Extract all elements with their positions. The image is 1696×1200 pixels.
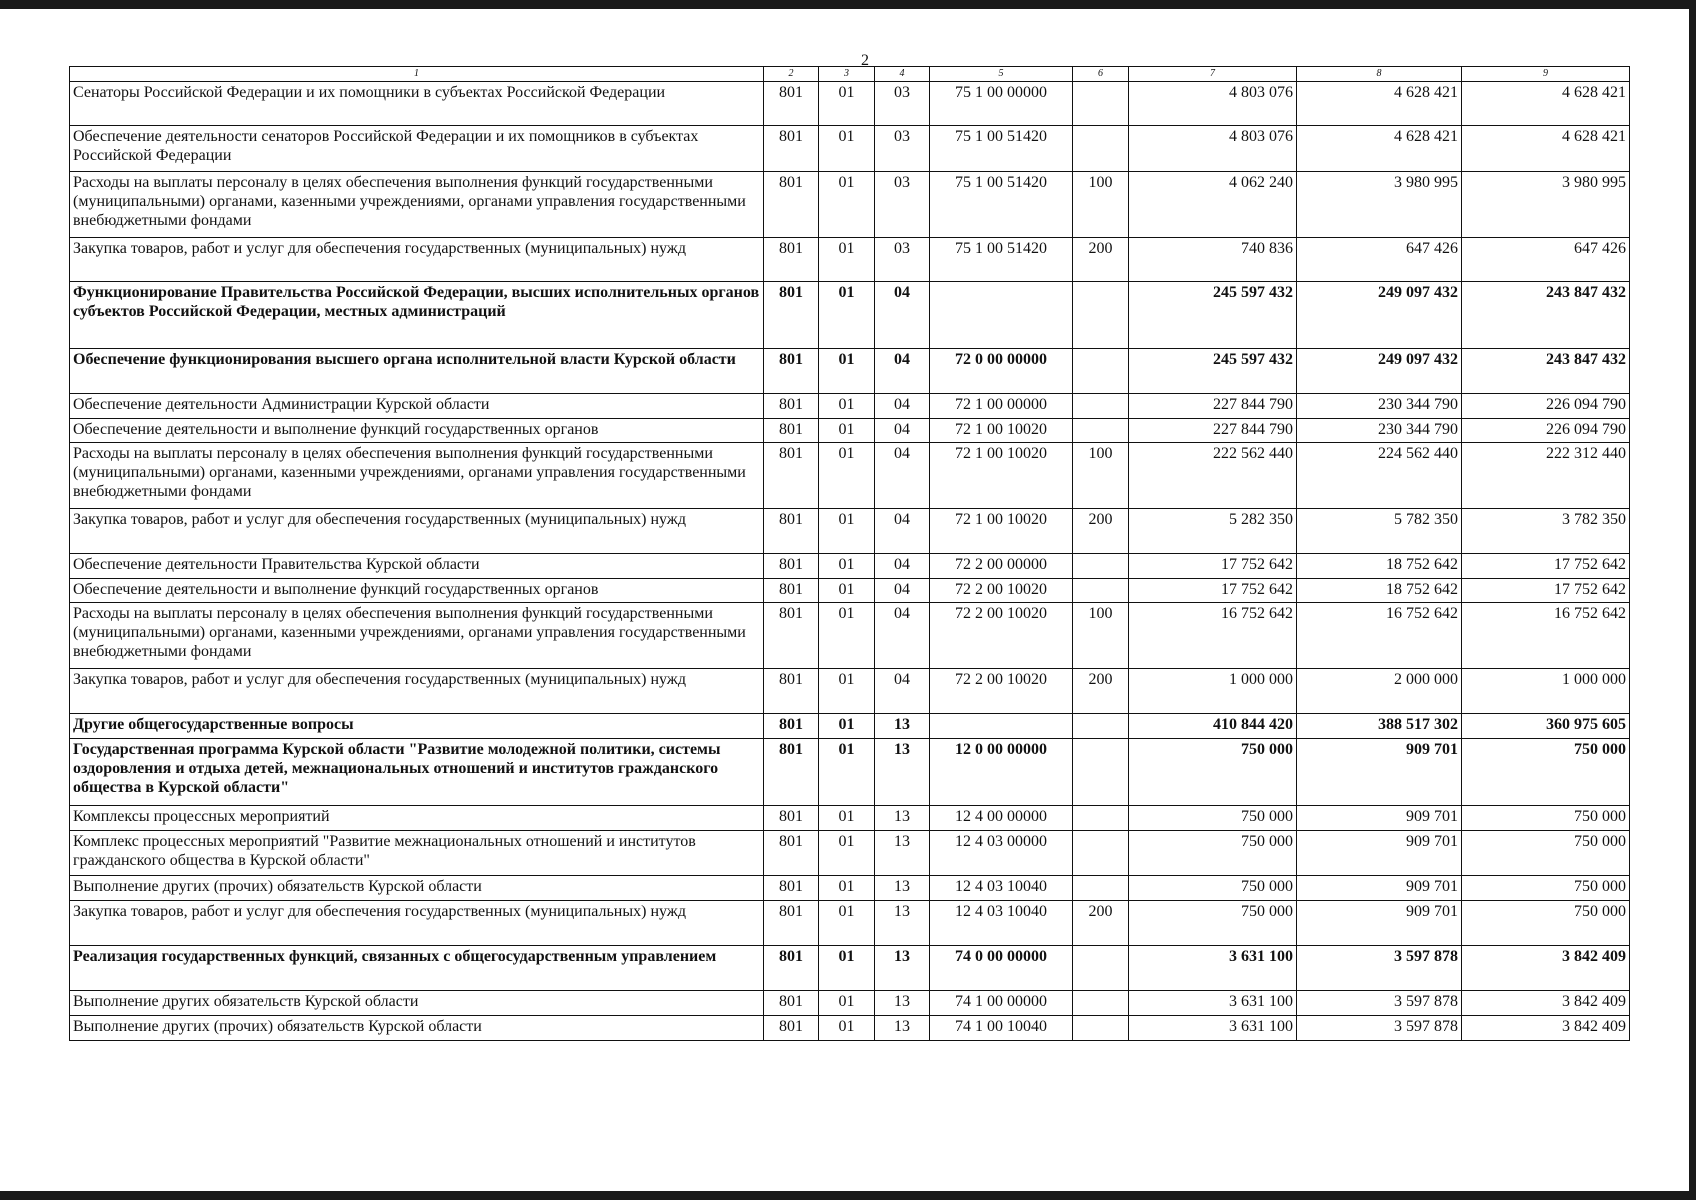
amount-year-1: 5 282 350 [1129, 509, 1297, 554]
amount-year-1: 227 844 790 [1129, 394, 1297, 419]
amount-year-3: 4 628 421 [1462, 82, 1630, 126]
table-row [70, 876, 1630, 901]
row-name: Выполнение других (прочих) обязательств Курской области [70, 1016, 764, 1041]
row-name: Закупка товаров, работ и услуг для обеспечения государственных (муниципальных) нужд [70, 901, 764, 946]
expense-type-code: 200 [1073, 901, 1129, 946]
expense-type-code [1073, 82, 1129, 126]
amount-year-1: 750 000 [1129, 806, 1297, 831]
expense-type-code: 200 [1073, 509, 1129, 554]
amount-year-1: 17 752 642 [1129, 579, 1297, 603]
amount-year-3: 647 426 [1462, 238, 1630, 282]
subsection-code: 03 [875, 238, 930, 282]
target-article-code: 72 2 00 00000 [930, 554, 1073, 579]
subsection-code: 04 [875, 669, 930, 714]
row-name: Функционирование Правительства Российской Федерации, высших исполнительных органов субъектов Российской Федерации, местных администраций [70, 282, 764, 349]
ministry-code: 801 [764, 419, 819, 443]
table-row [70, 554, 1630, 579]
amount-year-2: 16 752 642 [1297, 603, 1462, 669]
column-number: 6 [1073, 67, 1129, 82]
row-name: Реализация государственных функций, связанных с общегосударственным управлением [70, 946, 764, 991]
amount-year-2: 224 562 440 [1297, 443, 1462, 509]
row-name: Обеспечение деятельности Администрации Курской области [70, 394, 764, 419]
table-row [70, 126, 1630, 172]
subsection-code: 13 [875, 1016, 930, 1041]
expense-type-code: 100 [1073, 603, 1129, 669]
table-row [70, 739, 1630, 806]
table-row [70, 669, 1630, 714]
column-number: 5 [930, 67, 1073, 82]
subsection-code: 04 [875, 419, 930, 443]
ministry-code: 801 [764, 349, 819, 394]
target-article-code: 12 0 00 00000 [930, 739, 1073, 806]
amount-year-2: 909 701 [1297, 831, 1462, 876]
target-article-code: 72 2 00 10020 [930, 603, 1073, 669]
target-article-code: 74 1 00 10040 [930, 1016, 1073, 1041]
amount-year-3: 3 842 409 [1462, 1016, 1630, 1041]
amount-year-3: 3 782 350 [1462, 509, 1630, 554]
expense-type-code [1073, 579, 1129, 603]
section-code: 01 [819, 901, 875, 946]
target-article-code [930, 282, 1073, 349]
amount-year-1: 4 062 240 [1129, 172, 1297, 238]
column-number: 9 [1462, 67, 1630, 82]
amount-year-1: 750 000 [1129, 901, 1297, 946]
amount-year-3: 222 312 440 [1462, 443, 1630, 509]
amount-year-2: 909 701 [1297, 876, 1462, 901]
amount-year-2: 18 752 642 [1297, 554, 1462, 579]
target-article-code: 75 1 00 00000 [930, 82, 1073, 126]
section-code: 01 [819, 831, 875, 876]
subsection-code: 13 [875, 991, 930, 1016]
ministry-code: 801 [764, 509, 819, 554]
amount-year-2: 3 597 878 [1297, 1016, 1462, 1041]
column-number: 8 [1297, 67, 1462, 82]
section-code: 01 [819, 946, 875, 991]
target-article-code: 75 1 00 51420 [930, 126, 1073, 172]
table-row [70, 901, 1630, 946]
subsection-code: 04 [875, 554, 930, 579]
ministry-code: 801 [764, 126, 819, 172]
subsection-code: 04 [875, 349, 930, 394]
table-row [70, 82, 1630, 126]
amount-year-3: 243 847 432 [1462, 349, 1630, 394]
subsection-code: 04 [875, 443, 930, 509]
amount-year-1: 3 631 100 [1129, 991, 1297, 1016]
table-row [70, 509, 1630, 554]
table-row [70, 394, 1630, 419]
row-name: Комплексы процессных мероприятий [70, 806, 764, 831]
amount-year-2: 909 701 [1297, 739, 1462, 806]
amount-year-2: 18 752 642 [1297, 579, 1462, 603]
ministry-code: 801 [764, 443, 819, 509]
amount-year-3: 3 980 995 [1462, 172, 1630, 238]
section-code: 01 [819, 394, 875, 419]
section-code: 01 [819, 806, 875, 831]
expense-type-code: 200 [1073, 238, 1129, 282]
subsection-code: 13 [875, 946, 930, 991]
amount-year-2: 4 628 421 [1297, 126, 1462, 172]
target-article-code: 72 0 00 00000 [930, 349, 1073, 394]
amount-year-3: 360 975 605 [1462, 714, 1630, 739]
ministry-code: 801 [764, 739, 819, 806]
ministry-code: 801 [764, 172, 819, 238]
section-code: 01 [819, 82, 875, 126]
column-number-row [70, 67, 1630, 82]
amount-year-1: 740 836 [1129, 238, 1297, 282]
row-name: Закупка товаров, работ и услуг для обеспечения государственных (муниципальных) нужд [70, 238, 764, 282]
amount-year-3: 3 842 409 [1462, 991, 1630, 1016]
target-article-code [930, 714, 1073, 739]
section-code: 01 [819, 554, 875, 579]
amount-year-2: 3 597 878 [1297, 946, 1462, 991]
expense-type-code [1073, 876, 1129, 901]
section-code: 01 [819, 126, 875, 172]
amount-year-2: 230 344 790 [1297, 419, 1462, 443]
subsection-code: 13 [875, 739, 930, 806]
amount-year-2: 249 097 432 [1297, 349, 1462, 394]
target-article-code: 72 1 00 10020 [930, 443, 1073, 509]
amount-year-3: 750 000 [1462, 831, 1630, 876]
table-row [70, 579, 1630, 603]
target-article-code: 12 4 00 00000 [930, 806, 1073, 831]
section-code: 01 [819, 282, 875, 349]
section-code: 01 [819, 419, 875, 443]
table-row [70, 282, 1630, 349]
amount-year-1: 17 752 642 [1129, 554, 1297, 579]
ministry-code: 801 [764, 831, 819, 876]
row-name: Расходы на выплаты персоналу в целях обеспечения выполнения функций государственными (муниципальными) органами, казенными учреждениями, органами управления государственными внебюджетными фондами [70, 603, 764, 669]
amount-year-2: 249 097 432 [1297, 282, 1462, 349]
subsection-code: 04 [875, 603, 930, 669]
row-name: Сенаторы Российской Федерации и их помощники в субъектах Российской Федерации [70, 82, 764, 126]
target-article-code: 75 1 00 51420 [930, 238, 1073, 282]
table-row [70, 443, 1630, 509]
ministry-code: 801 [764, 806, 819, 831]
amount-year-1: 227 844 790 [1129, 419, 1297, 443]
amount-year-1: 245 597 432 [1129, 282, 1297, 349]
ministry-code: 801 [764, 991, 819, 1016]
target-article-code: 12 4 03 10040 [930, 901, 1073, 946]
row-name: Обеспечение деятельности и выполнение функций государственных органов [70, 419, 764, 443]
subsection-code: 13 [875, 901, 930, 946]
subsection-code: 03 [875, 126, 930, 172]
amount-year-2: 909 701 [1297, 901, 1462, 946]
ministry-code: 801 [764, 1016, 819, 1041]
section-code: 01 [819, 876, 875, 901]
amount-year-3: 243 847 432 [1462, 282, 1630, 349]
target-article-code: 74 0 00 00000 [930, 946, 1073, 991]
section-code: 01 [819, 714, 875, 739]
expense-type-code [1073, 554, 1129, 579]
amount-year-2: 230 344 790 [1297, 394, 1462, 419]
table-row [70, 831, 1630, 876]
target-article-code: 72 1 00 00000 [930, 394, 1073, 419]
target-article-code: 72 1 00 10020 [930, 509, 1073, 554]
amount-year-2: 647 426 [1297, 238, 1462, 282]
column-number: 1 [70, 67, 764, 82]
column-number: 7 [1129, 67, 1297, 82]
amount-year-3: 3 842 409 [1462, 946, 1630, 991]
row-name: Расходы на выплаты персоналу в целях обеспечения выполнения функций государственными (муниципальными) органами, казенными учреждениями, органами управления государственными внебюджетными фондами [70, 443, 764, 509]
target-article-code: 12 4 03 10040 [930, 876, 1073, 901]
column-number: 4 [875, 67, 930, 82]
expense-type-code [1073, 282, 1129, 349]
amount-year-3: 750 000 [1462, 901, 1630, 946]
table-row [70, 1016, 1630, 1041]
expense-type-code [1073, 1016, 1129, 1041]
amount-year-2: 909 701 [1297, 806, 1462, 831]
expense-type-code [1073, 806, 1129, 831]
section-code: 01 [819, 739, 875, 806]
row-name: Обеспечение функционирования высшего органа исполнительной власти Курской области [70, 349, 764, 394]
page-number: 2 [861, 52, 869, 69]
row-name: Выполнение других обязательств Курской области [70, 991, 764, 1016]
table-row [70, 349, 1630, 394]
subsection-code: 03 [875, 82, 930, 126]
table-row [70, 419, 1630, 443]
subsection-code: 13 [875, 876, 930, 901]
ministry-code: 801 [764, 603, 819, 669]
section-code: 01 [819, 509, 875, 554]
amount-year-3: 226 094 790 [1462, 394, 1630, 419]
table-row [70, 603, 1630, 669]
amount-year-3: 750 000 [1462, 739, 1630, 806]
amount-year-1: 4 803 076 [1129, 82, 1297, 126]
section-code: 01 [819, 603, 875, 669]
scan-border-bottom [0, 1191, 1696, 1200]
amount-year-1: 3 631 100 [1129, 1016, 1297, 1041]
section-code: 01 [819, 349, 875, 394]
amount-year-3: 17 752 642 [1462, 579, 1630, 603]
section-code: 01 [819, 443, 875, 509]
ministry-code: 801 [764, 554, 819, 579]
target-article-code: 74 1 00 00000 [930, 991, 1073, 1016]
amount-year-1: 750 000 [1129, 876, 1297, 901]
row-name: Другие общегосударственные вопросы [70, 714, 764, 739]
subsection-code: 13 [875, 806, 930, 831]
amount-year-3: 1 000 000 [1462, 669, 1630, 714]
column-number: 2 [764, 67, 819, 82]
ministry-code: 801 [764, 394, 819, 419]
amount-year-1: 410 844 420 [1129, 714, 1297, 739]
row-name: Обеспечение деятельности и выполнение функций государственных органов [70, 579, 764, 603]
amount-year-2: 388 517 302 [1297, 714, 1462, 739]
expense-type-code [1073, 394, 1129, 419]
scan-border-right [1689, 0, 1696, 1200]
budget-table [69, 66, 1630, 1041]
amount-year-1: 245 597 432 [1129, 349, 1297, 394]
subsection-code: 03 [875, 172, 930, 238]
expense-type-code [1073, 714, 1129, 739]
expense-type-code: 100 [1073, 443, 1129, 509]
amount-year-1: 3 631 100 [1129, 946, 1297, 991]
expense-type-code: 100 [1073, 172, 1129, 238]
amount-year-3: 16 752 642 [1462, 603, 1630, 669]
ministry-code: 801 [764, 901, 819, 946]
expense-type-code [1073, 739, 1129, 806]
amount-year-2: 4 628 421 [1297, 82, 1462, 126]
target-article-code: 72 2 00 10020 [930, 669, 1073, 714]
amount-year-1: 750 000 [1129, 739, 1297, 806]
amount-year-3: 750 000 [1462, 806, 1630, 831]
expense-type-code [1073, 946, 1129, 991]
scan-border-top [0, 0, 1696, 9]
table-row [70, 991, 1630, 1016]
ministry-code: 801 [764, 282, 819, 349]
table-row [70, 238, 1630, 282]
expense-type-code [1073, 419, 1129, 443]
ministry-code: 801 [764, 82, 819, 126]
amount-year-3: 750 000 [1462, 876, 1630, 901]
amount-year-2: 5 782 350 [1297, 509, 1462, 554]
row-name: Государственная программа Курской области "Развитие молодежной политики, системы оздоровления и отдыха детей, межнациональных отношений и институтов гражданского общества в Курской области" [70, 739, 764, 806]
subsection-code: 04 [875, 394, 930, 419]
row-name: Закупка товаров, работ и услуг для обеспечения государственных (муниципальных) нужд [70, 509, 764, 554]
column-number: 3 [819, 67, 875, 82]
target-article-code: 12 4 03 00000 [930, 831, 1073, 876]
expense-type-code [1073, 349, 1129, 394]
ministry-code: 801 [764, 946, 819, 991]
section-code: 01 [819, 238, 875, 282]
target-article-code: 72 2 00 10020 [930, 579, 1073, 603]
table-row [70, 946, 1630, 991]
subsection-code: 04 [875, 282, 930, 349]
row-name: Обеспечение деятельности сенаторов Российской Федерации и их помощников в субъектах Российской Федерации [70, 126, 764, 172]
table-row [70, 714, 1630, 739]
ministry-code: 801 [764, 579, 819, 603]
ministry-code: 801 [764, 238, 819, 282]
amount-year-1: 16 752 642 [1129, 603, 1297, 669]
ministry-code: 801 [764, 714, 819, 739]
amount-year-2: 3 597 878 [1297, 991, 1462, 1016]
subsection-code: 13 [875, 714, 930, 739]
amount-year-1: 1 000 000 [1129, 669, 1297, 714]
subsection-code: 04 [875, 579, 930, 603]
amount-year-1: 750 000 [1129, 831, 1297, 876]
section-code: 01 [819, 991, 875, 1016]
row-name: Расходы на выплаты персоналу в целях обеспечения выполнения функций государственными (муниципальными) органами, казенными учреждениями, органами управления государственными внебюджетными фондами [70, 172, 764, 238]
ministry-code: 801 [764, 876, 819, 901]
row-name: Закупка товаров, работ и услуг для обеспечения государственных (муниципальных) нужд [70, 669, 764, 714]
section-code: 01 [819, 669, 875, 714]
table-row [70, 806, 1630, 831]
subsection-code: 13 [875, 831, 930, 876]
target-article-code: 75 1 00 51420 [930, 172, 1073, 238]
section-code: 01 [819, 1016, 875, 1041]
amount-year-2: 3 980 995 [1297, 172, 1462, 238]
row-name: Комплекс процессных мероприятий "Развитие межнациональных отношений и институтов гражданского общества в Курской области" [70, 831, 764, 876]
amount-year-3: 4 628 421 [1462, 126, 1630, 172]
ministry-code: 801 [764, 669, 819, 714]
amount-year-1: 222 562 440 [1129, 443, 1297, 509]
section-code: 01 [819, 172, 875, 238]
amount-year-1: 4 803 076 [1129, 126, 1297, 172]
subsection-code: 04 [875, 509, 930, 554]
expense-type-code [1073, 126, 1129, 172]
expense-type-code [1073, 831, 1129, 876]
row-name: Выполнение других (прочих) обязательств Курской области [70, 876, 764, 901]
section-code: 01 [819, 579, 875, 603]
amount-year-2: 2 000 000 [1297, 669, 1462, 714]
row-name: Обеспечение деятельности Правительства Курской области [70, 554, 764, 579]
expense-type-code: 200 [1073, 669, 1129, 714]
table-row [70, 172, 1630, 238]
amount-year-3: 226 094 790 [1462, 419, 1630, 443]
expense-type-code [1073, 991, 1129, 1016]
target-article-code: 72 1 00 10020 [930, 419, 1073, 443]
amount-year-3: 17 752 642 [1462, 554, 1630, 579]
